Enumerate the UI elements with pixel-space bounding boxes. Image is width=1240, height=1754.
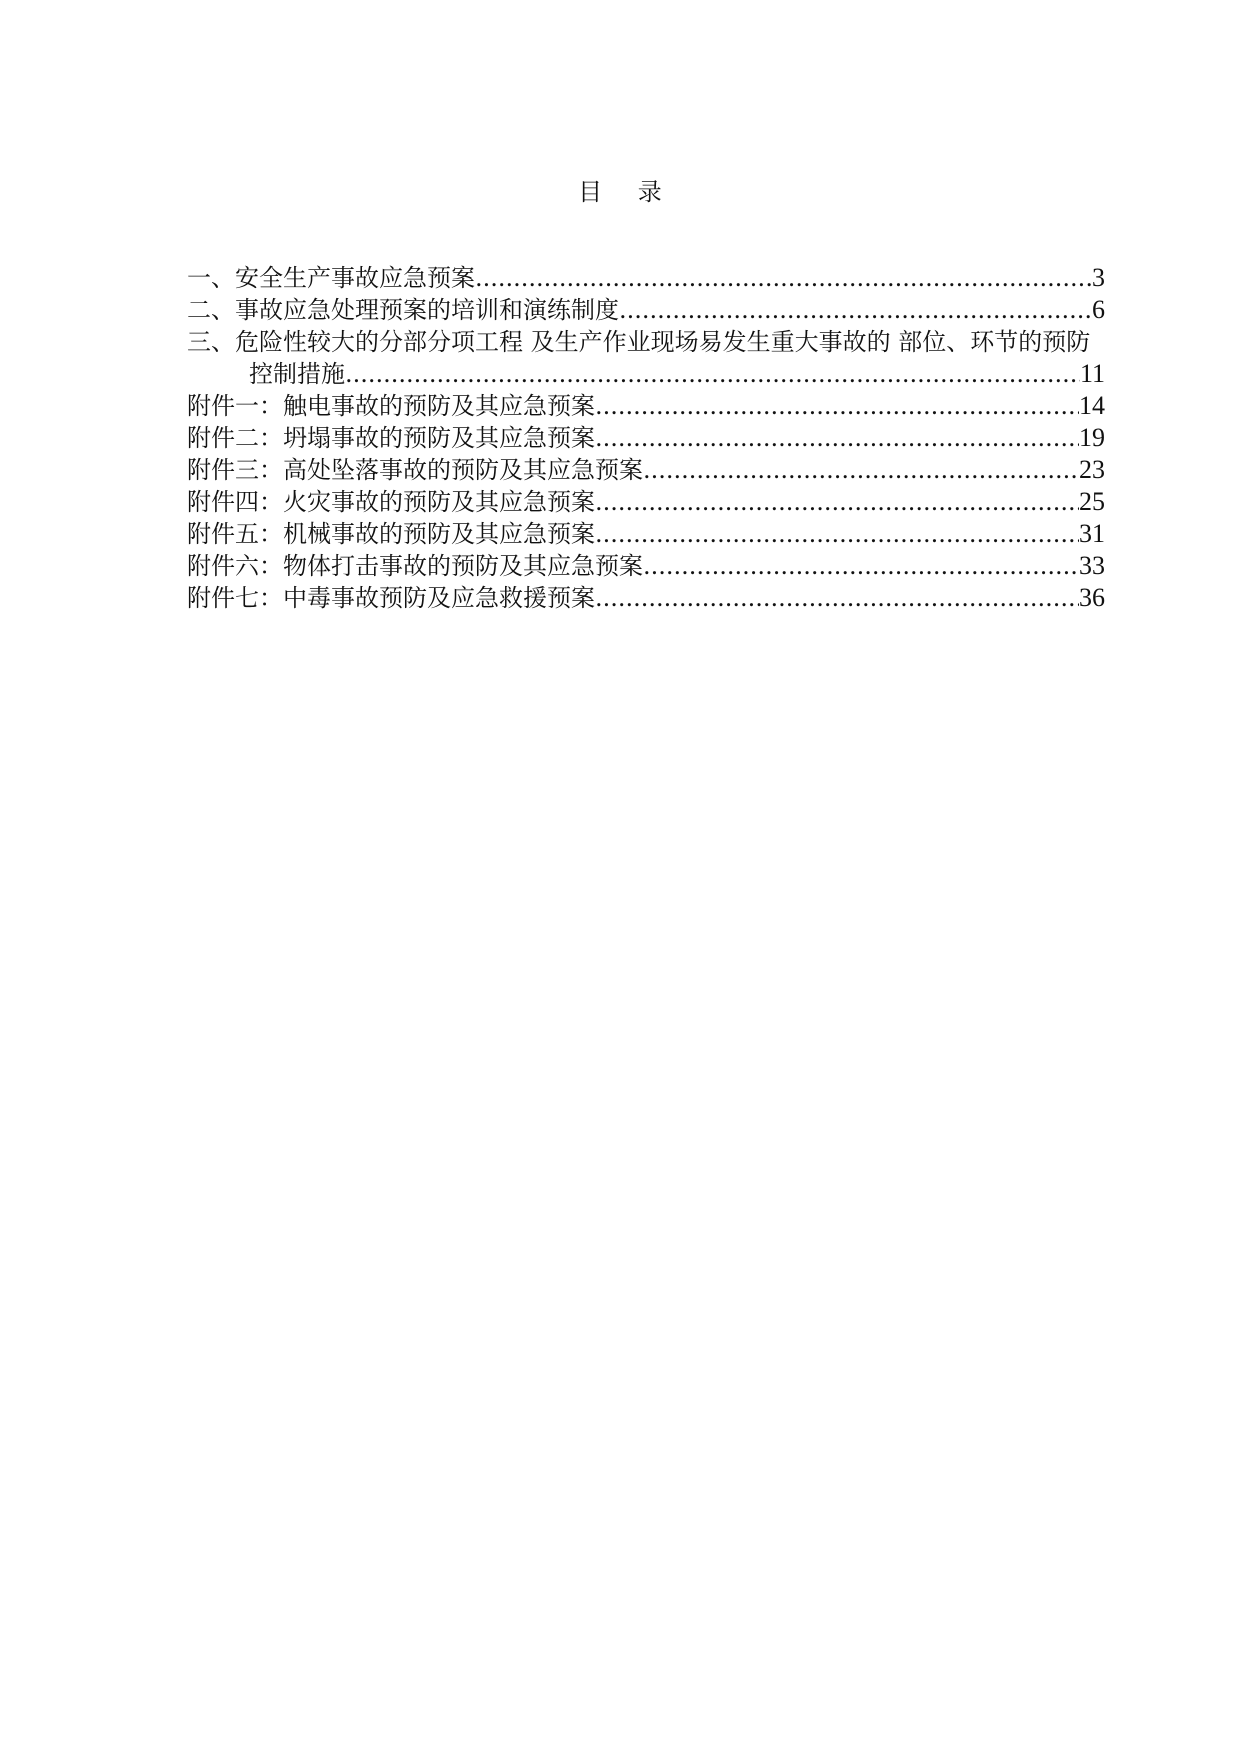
toc-page-number: 14 — [1079, 391, 1105, 420]
toc-entry-9[interactable] — [187, 550, 1105, 582]
toc-entry-4[interactable] — [187, 390, 1105, 422]
toc-entry-label: 附件一：触电事故的预防及其应急预案 — [187, 392, 595, 420]
toc-entry-2[interactable] — [187, 294, 1105, 326]
toc-entry-10[interactable] — [187, 582, 1105, 614]
toc-dot-leader — [595, 422, 1079, 454]
toc-title: 目 录 — [578, 178, 676, 206]
toc-page-number: 25 — [1079, 487, 1105, 516]
toc-entry-8[interactable] — [187, 518, 1105, 550]
toc-entry-3-line-2[interactable] — [187, 358, 1105, 390]
table-of-contents — [187, 262, 1105, 614]
toc-entry-label: 附件三：高处坠落事故的预防及其应急预案 — [187, 456, 643, 484]
toc-dot-leader — [619, 294, 1092, 326]
toc-entry-label: 附件六：物体打击事故的预防及其应急预案 — [187, 552, 643, 580]
toc-entry-3-line-1[interactable] — [187, 326, 1105, 358]
toc-dot-leader — [643, 550, 1079, 582]
toc-entry-label: 三、危险性较大的分部分项工程 及生产作业现场易发生重大事故的 部位、环节的预防 — [187, 328, 1091, 356]
toc-entry-1[interactable] — [187, 262, 1105, 294]
toc-dot-leader — [595, 518, 1079, 550]
toc-page-number: 31 — [1079, 519, 1105, 548]
toc-page-number: 23 — [1079, 455, 1105, 484]
toc-entry-5[interactable] — [187, 422, 1105, 454]
toc-dot-leader — [643, 454, 1079, 486]
toc-dot-leader — [595, 390, 1079, 422]
toc-dot-leader — [595, 582, 1079, 614]
toc-entry-label: 附件五：机械事故的预防及其应急预案 — [187, 520, 595, 548]
toc-entry-7[interactable] — [187, 486, 1105, 518]
toc-entry-label: 附件二：坍塌事故的预防及其应急预案 — [187, 424, 595, 452]
toc-dot-leader — [345, 358, 1080, 390]
toc-page-number: 19 — [1079, 423, 1105, 452]
toc-page-number: 33 — [1079, 551, 1105, 580]
toc-entry-6[interactable] — [187, 454, 1105, 486]
toc-entry-label: 附件四：火灾事故的预防及其应急预案 — [187, 488, 595, 516]
toc-entry-label: 附件七：中毒事故预防及应急救援预案 — [187, 584, 595, 612]
toc-page-number: 11 — [1079, 359, 1105, 388]
toc-page-number: 3 — [1092, 263, 1105, 292]
toc-entry-label: 控制措施 — [249, 360, 345, 388]
toc-page-number: 36 — [1079, 583, 1105, 612]
toc-dot-leader — [595, 486, 1079, 518]
toc-entry-label: 一、安全生产事故应急预案 — [187, 264, 475, 292]
toc-page-number: 6 — [1092, 295, 1105, 324]
toc-entry-label: 二、事故应急处理预案的培训和演练制度 — [187, 296, 619, 324]
toc-dot-leader — [475, 262, 1092, 294]
